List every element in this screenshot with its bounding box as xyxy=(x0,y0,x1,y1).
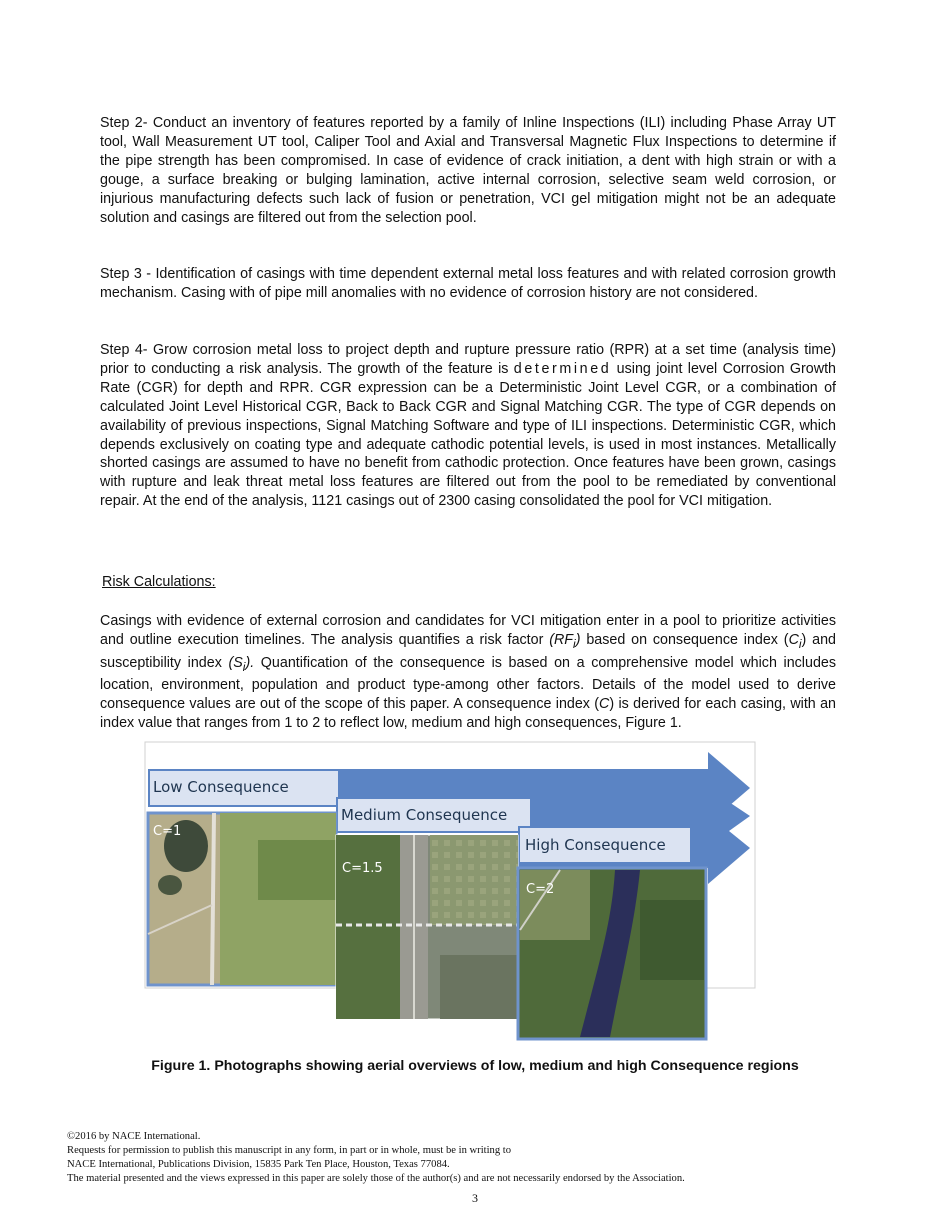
footer xyxy=(67,1130,887,1186)
risk-c-sub: i xyxy=(798,636,802,651)
risk-s-sub: i xyxy=(242,659,246,674)
risk-text-4: Quantification of the consequence is based on a comprehensive model which includes location, environment, population and product type-among other factors. Details of the model used to derive consequence values are out of the scope of this paper. A consequence index ( xyxy=(100,654,836,713)
high-consequence-label: High Consequence xyxy=(525,836,666,854)
risk-c: C xyxy=(788,631,799,648)
risk-s: (S xyxy=(228,654,243,671)
high-consequence-photo xyxy=(518,868,706,1039)
risk-calculations-heading: Risk Calculations: xyxy=(102,574,216,590)
risk-rf: (RF xyxy=(549,631,574,648)
footer-permission: Requests for permission to publish this manuscript in any form, in part or in whole, must be in writing to xyxy=(67,1145,512,1156)
risk-s-close: ). xyxy=(245,654,255,671)
figure-caption: Figure 1. Photographs showing aerial overviews of low, medium and high Consequence regions xyxy=(151,1058,799,1074)
risk-text-3: ) and susceptibility index xyxy=(100,631,837,671)
page-number: 3 xyxy=(472,1191,478,1205)
high-consequence-value: C=2 xyxy=(526,882,555,897)
low-consequence-value: C=1 xyxy=(153,824,182,839)
step-4-spaced-word: determined xyxy=(513,360,612,377)
risk-c-2: C xyxy=(599,696,610,713)
risk-paragraph xyxy=(100,612,836,733)
medium-consequence-value: C=1.5 xyxy=(342,861,383,876)
step-3-paragraph: Step 3 - Identification of casings with time dependent external metal loss features and with related corrosion growth mechanism. Casing with of pipe mill anomalies with no evidence of corrosion history are not considered. xyxy=(100,266,836,301)
step-2-paragraph: Step 2- Conduct an inventory of features reported by a family of Inline Inspections (ILI) including Phase Array UT tool, Wall Measurement UT tool, Caliper Tool and Axial and Transversal Magnetic Flux Inspections to determine if the pipe strength has been compromised. In case of evidence of crack initiation, a dent with high strain or with a gouge, a surface breaking or bulging lamination, active internal corrosion, selective seam weld corrosion, or injurious manufacturing defects such lack of fusion or penetration, VCI gel mitigation might not be an adequate solution and casings are filtered out from the selection pool. xyxy=(100,115,836,226)
risk-text-1: Casings with evidence of external corrosion and candidates for VCI mitigation enter in a pool to prioritize activities and outline execution timelines. The analysis quantifies a risk factor xyxy=(100,613,836,648)
low-consequence-label: Low Consequence xyxy=(153,778,289,796)
risk-rf-sub: i xyxy=(573,636,576,651)
step-4-text-b: using joint level Corrosion Growth Rate (CGR) for depth and RPR. CGR expression can be a Deterministic Joint Level CGR, or a combination of calculated Joint Level Historical CGR, Back to Back CGR and Signal Matching CGR. The type of CGR depends on availability of previous inspections, Signal Matching Software and type of ILI inspections. Deterministic CGR, which depends exclusively on coating type and adequate cathodic potential levels, is used in most instances. Metallically shorted casings are assumed to have no benefit from cathodic protection. Once features have been grown, casings with rupture and leak threat metal loss features are filtered out from the pool to be remediated by conventional repair. At the end of the analysis, 1121 casings out of 2300 casing consolidated the pool for VCI mitigation. xyxy=(100,360,836,510)
footer-address: NACE International, Publications Division, 15835 Park Ten Place, Houston, Texas 77084. xyxy=(67,1159,450,1170)
step-4-paragraph xyxy=(100,341,836,511)
medium-consequence-photo xyxy=(336,835,518,1019)
medium-consequence-label: Medium Consequence xyxy=(341,806,508,824)
footer-disclaimer: The material presented and the views expressed in this paper are solely those of the author(s) and are not necessarily endorsed by the Association. xyxy=(67,1173,685,1184)
low-consequence-photo xyxy=(148,813,336,985)
footer-copyright: ©2016 by NACE International. xyxy=(67,1131,201,1142)
risk-text-5: ) is derived for each casing, with an index value that ranges from 1 to 2 to reflect low, medium and high consequences, Figure 1. xyxy=(100,696,836,732)
risk-rf-close: ) xyxy=(575,631,581,648)
step-4-text-a: Step 4- Grow corrosion metal loss to project depth and rupture pressure ratio (RPR) at a set time (analysis time) prior to conducting a risk analysis. The growth of the feature is xyxy=(100,342,836,377)
risk-text-2: based on consequence index ( xyxy=(580,631,789,648)
